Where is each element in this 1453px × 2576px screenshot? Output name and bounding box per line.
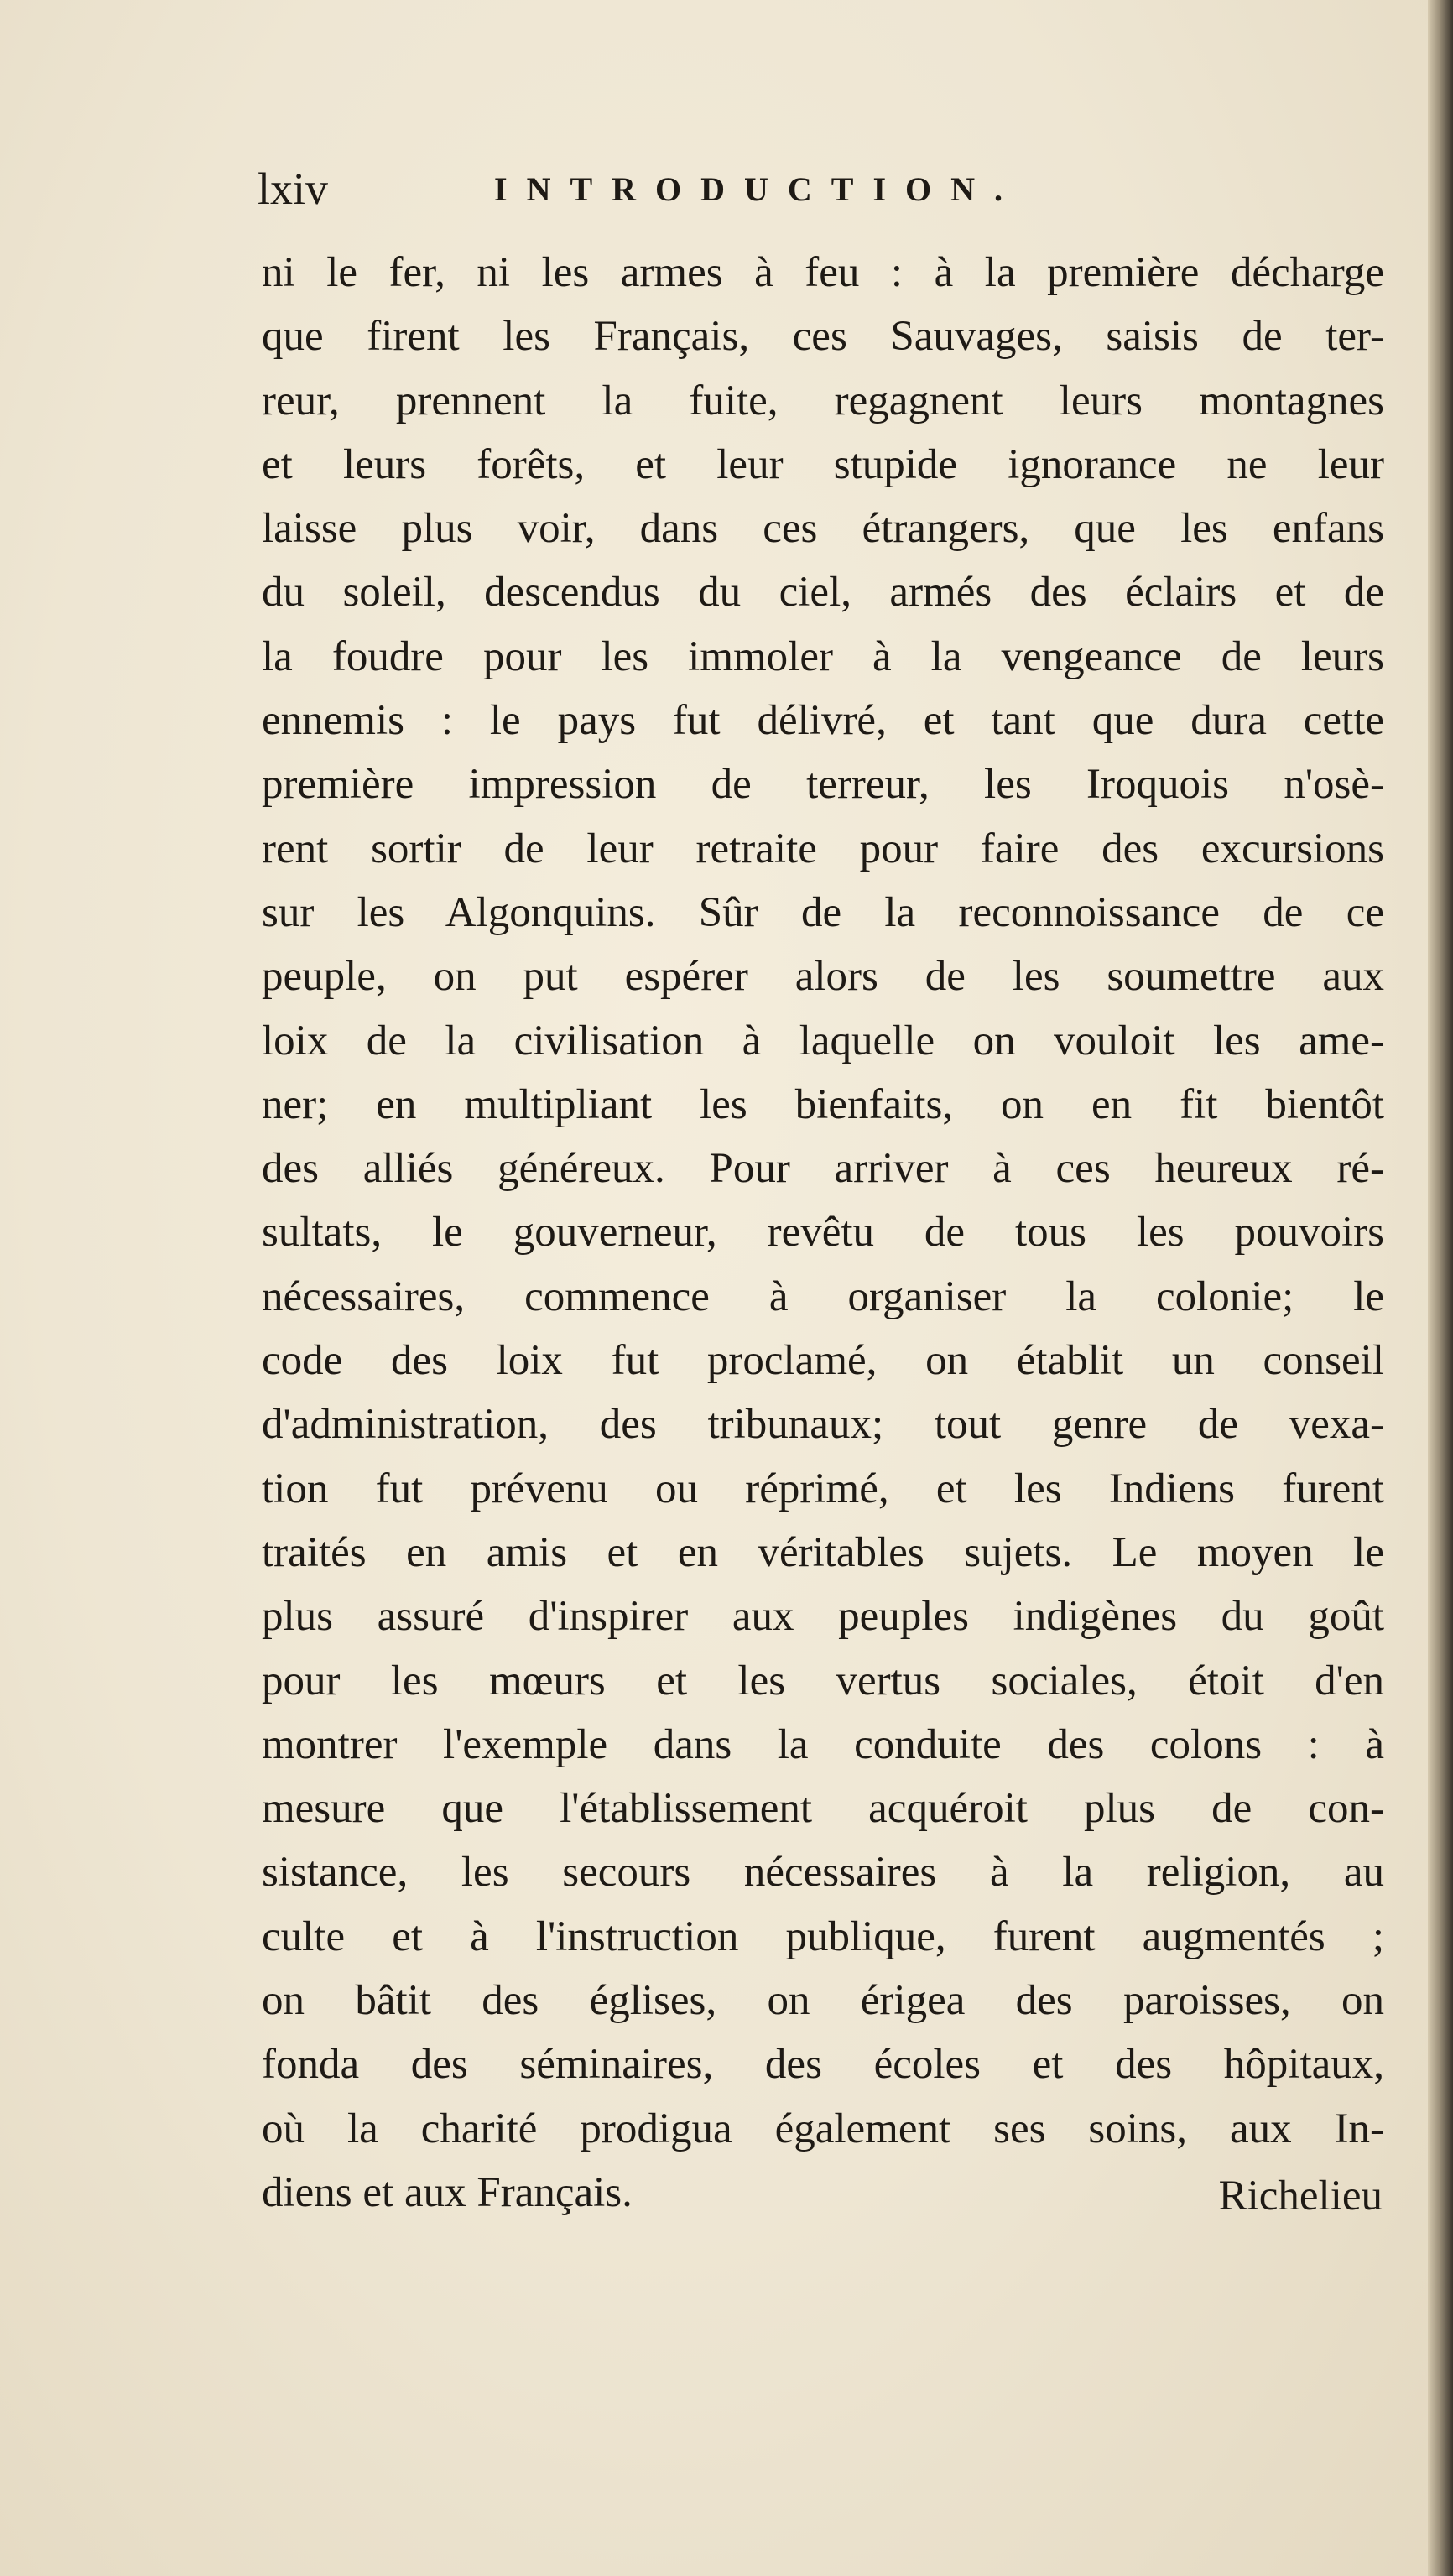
text-line: ennemis : le pays fut délivré, et tant que dura cette	[262, 697, 1384, 745]
catchword: Richelieu	[1218, 2173, 1383, 2220]
text-line: sur les Algonquins. Sûr de la reconnoissance de ce	[262, 888, 1384, 936]
text-line: fonda des séminaires, des écoles et des hôpitaux,	[262, 2041, 1384, 2089]
text-line: sultats, le gouverneur, revêtu de tous les pouvoirs	[262, 1209, 1384, 1257]
text-line: d'administration, des tribunaux; tout genre de vexa-	[262, 1401, 1384, 1449]
text-line: sistance, les secours nécessaires à la religion, au	[262, 1849, 1384, 1897]
text-line: nécessaires, commence à organiser la colonie; le	[262, 1272, 1384, 1320]
page-number: lxiv	[258, 164, 329, 214]
text-line: culte et à l'instruction publique, furent augmentés ;	[262, 1912, 1384, 1960]
page-spine-shadow	[1428, 0, 1453, 2576]
body-text	[262, 241, 1384, 2225]
running-title: INTRODUCTION.	[494, 170, 1023, 208]
text-line: on bâtit des églises, on érigea des paroisses, on	[262, 1977, 1384, 2025]
text-line: loix de la civilisation à laquelle on vouloit les ame-	[262, 1017, 1384, 1064]
text-line: montrer l'exemple dans la conduite des colons : à	[262, 1720, 1384, 1768]
text-line: pour les mœurs et les vertus sociales, étoit d'en	[262, 1657, 1384, 1704]
text-line: la foudre pour les immoler à la vengeance de leurs	[262, 632, 1384, 680]
text-line: laisse plus voir, dans ces étrangers, que les enfans	[262, 505, 1384, 553]
text-line: que firent les Français, ces Sauvages, saisis de ter-	[262, 313, 1384, 361]
text-line: du soleil, descendus du ciel, armés des éclairs et de	[262, 569, 1384, 617]
text-line: et leurs forêts, et leur stupide ignorance ne leur	[262, 440, 1384, 488]
text-line: code des loix fut proclamé, on établit un conseil	[262, 1337, 1384, 1385]
running-head	[258, 159, 1264, 218]
text-line: rent sortir de leur retraite pour faire des excursions	[262, 825, 1384, 872]
text-line: ner; en multipliant les bienfaits, on en fit bientôt	[262, 1080, 1384, 1128]
text-line: où la charité prodigua également ses soins, aux In-	[262, 2105, 1384, 2152]
text-line: des alliés généreux. Pour arriver à ces heureux ré-	[262, 1145, 1384, 1193]
text-line: mesure que l'établissement acquéroit plus de con-	[262, 1785, 1384, 1833]
text-line: peuple, on put espérer alors de les soumettre aux	[262, 953, 1384, 1001]
text-line: traités en amis et en véritables sujets. Le moyen le	[262, 1528, 1384, 1576]
text-line: diens et aux Français.	[262, 2168, 633, 2216]
text-line: tion fut prévenu ou réprimé, et les Indiens furent	[262, 1465, 1384, 1512]
text-line: plus assuré d'inspirer aux peuples indigènes du goût	[262, 1593, 1384, 1641]
text-line: première impression de terreur, les Iroquois n'osè-	[262, 761, 1384, 809]
text-line: reur, prennent la fuite, regagnent leurs montagnes	[262, 377, 1384, 424]
text-line: ni le fer, ni les armes à feu : à la première décharge	[262, 249, 1384, 296]
